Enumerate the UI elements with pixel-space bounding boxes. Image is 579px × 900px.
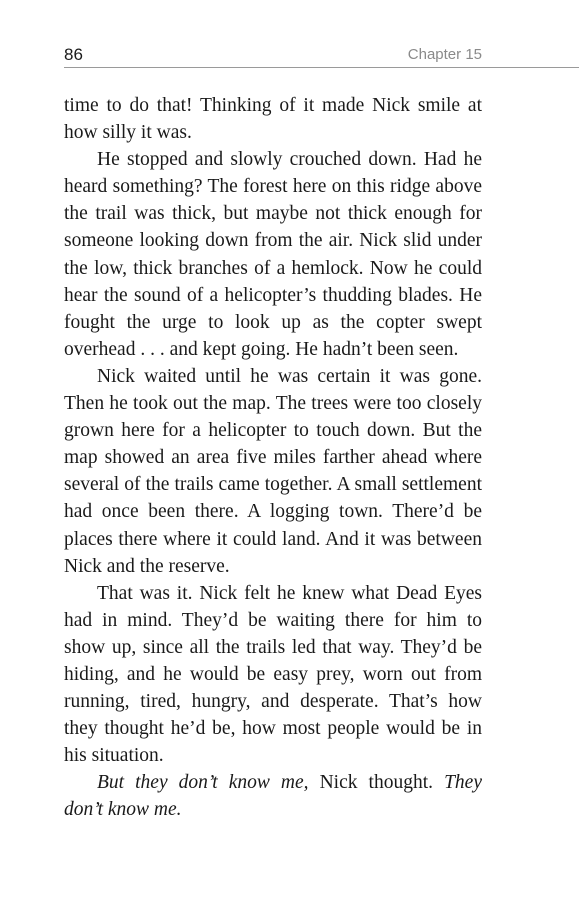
paragraph-5 — [64, 769, 482, 823]
page-number: 86 — [64, 45, 83, 64]
paragraph-1: time to do that! Thinking of it made Nick smile at how silly it was. — [64, 95, 482, 144]
running-header — [64, 44, 579, 68]
narration-text: Nick thought. — [308, 772, 445, 794]
paragraph-3: Nick waited until he was certain it was gone. Then he took out the map. The trees were too closely grown here for a helicopter to touch down. But the map showed an area five miles farther ahead where several of the trails came together. A small settlement had once been there. A logging town. There’d be places there where it could land. And it was between Nick and the reserve. — [64, 365, 482, 577]
paragraph-2: He stopped and slowly crouched down. Had he heard something? The forest here on this ridge above the trail was thick, but maybe not thick enough for someone looking down from the air. Nick slid under the low, thick branches of a hemlock. Now he could hear the sound of a helicopter’s thudding blades. He fought the urge to look up as the copter swept overhead . . . and kept going. He hadn’t been seen. — [64, 149, 482, 360]
italic-thought-1: But they don’t know me, — [97, 772, 309, 794]
paragraph-4: That was it. Nick felt he knew what Dead Eyes had in mind. They’d be waiting there for him to show up, since all the trails led that way. They’d be hiding, and he would be easy prey, worn out from running, tired, hungry, and desperate. That’s how they thought he’d be, how most people would be in his situation. — [64, 582, 482, 767]
header-rule — [64, 67, 579, 68]
body-text — [64, 92, 482, 824]
italic-thought-2: They don’t know me. — [64, 772, 482, 821]
chapter-label: Chapter 15 — [407, 46, 482, 63]
